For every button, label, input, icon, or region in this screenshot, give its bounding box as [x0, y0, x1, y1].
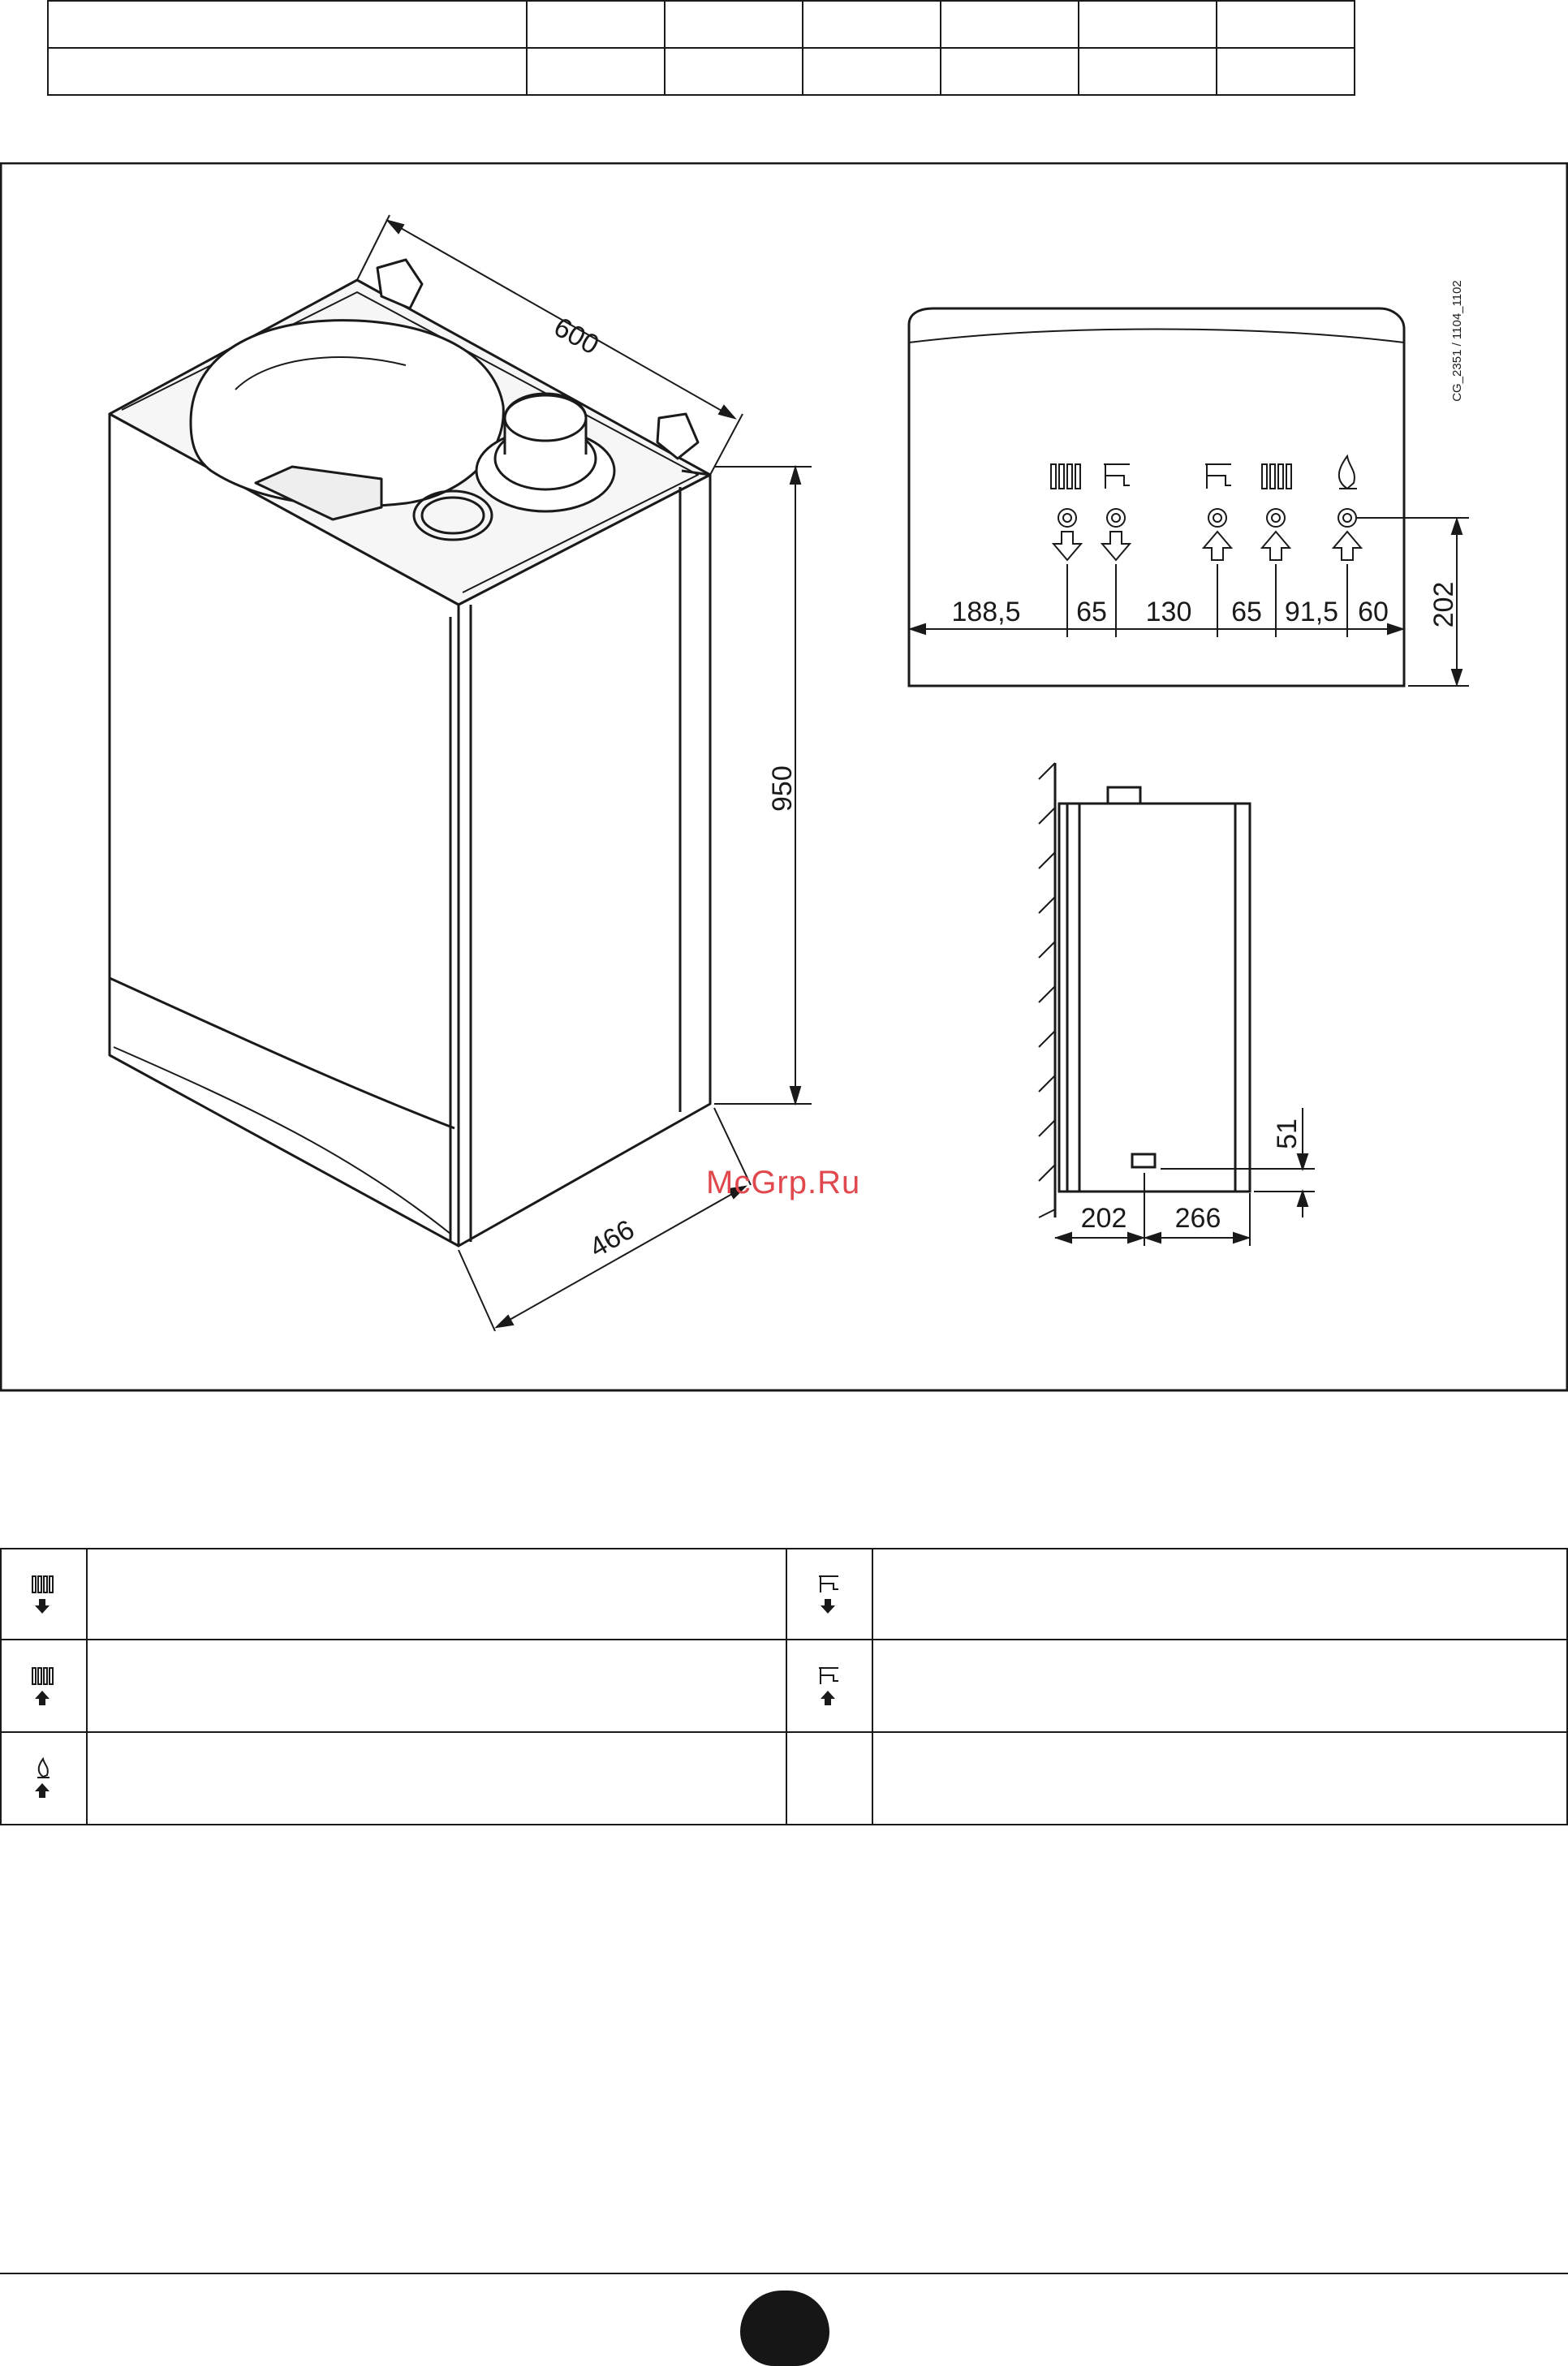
mounting-bracket [1059, 804, 1067, 1192]
dim-front-0: 188,5 [951, 597, 1021, 627]
wall-hatching [1039, 763, 1055, 1217]
legend-text-cell [872, 1549, 1567, 1640]
side-connection [1132, 1154, 1155, 1167]
legend-icon-cell [786, 1640, 872, 1732]
cold-water-inlet-icon [816, 1663, 843, 1709]
boiler-dimension-drawing [0, 162, 1568, 1392]
table-cell [1217, 1, 1355, 48]
dim-iso-depth: 466 [584, 1213, 640, 1264]
radiator-return-icon [30, 1663, 58, 1709]
table-cell [941, 1, 1079, 48]
table-cell [803, 1, 941, 48]
table-cell [665, 1, 803, 48]
table-cell [527, 1, 665, 48]
gas-inlet-icon [30, 1756, 58, 1801]
table-cell [1217, 48, 1355, 95]
legend-text-cell [87, 1732, 786, 1825]
side-view [1039, 763, 1250, 1217]
connection-legend-table [0, 1548, 1568, 1825]
spec-table [47, 0, 1355, 96]
table-row [1, 1549, 1567, 1640]
table-row [48, 1, 1355, 48]
dim-side-depth: 266 [1174, 1203, 1221, 1234]
side-flue [1108, 787, 1140, 804]
watermark: McGrp.Ru [706, 1165, 861, 1200]
dim-front-5: 60 [1358, 597, 1389, 627]
side-view-outline [1067, 804, 1250, 1192]
table-cell [803, 48, 941, 95]
legend-icon-cell [1, 1549, 87, 1640]
legend-icon-cell [1, 1732, 87, 1825]
footer-rule [0, 2273, 1568, 2274]
table-row [48, 48, 1355, 95]
dim-iso-width: 600 [549, 311, 605, 361]
legend-text-cell [872, 1640, 1567, 1732]
dim-front-height: 202 [1428, 581, 1459, 628]
dim-side-height: 51 [1272, 1118, 1303, 1149]
legend-icon-cell [786, 1732, 872, 1825]
flue-top [505, 395, 586, 441]
radiator-flow-icon [30, 1571, 58, 1617]
legend-icon-cell [786, 1549, 872, 1640]
drawing-code: CG_2351 / 1104_1102 [1450, 280, 1464, 402]
isometric-boiler [110, 260, 710, 1246]
table-cell [665, 48, 803, 95]
dim-front-3: 65 [1231, 597, 1262, 627]
table-cell [1079, 1, 1217, 48]
dim-front-1: 65 [1076, 597, 1107, 627]
table-cell [941, 48, 1079, 95]
table-cell [48, 1, 527, 48]
table-cell [1079, 48, 1217, 95]
dim-front-2: 130 [1145, 597, 1192, 627]
page-number-badge [740, 2291, 829, 2366]
legend-icon-cell [1, 1640, 87, 1732]
legend-text-cell [87, 1549, 786, 1640]
table-cell [527, 48, 665, 95]
table-cell [48, 48, 527, 95]
table-row [1, 1640, 1567, 1732]
table-row [1, 1732, 1567, 1825]
legend-text-cell [872, 1732, 1567, 1825]
dhw-outlet-icon [816, 1571, 843, 1617]
dim-front-4: 91,5 [1284, 597, 1339, 627]
legend-text-cell [87, 1640, 786, 1732]
boiler-right-face [459, 475, 710, 1246]
dim-iso-height: 950 [767, 765, 798, 812]
dim-side-wall: 202 [1080, 1203, 1127, 1234]
